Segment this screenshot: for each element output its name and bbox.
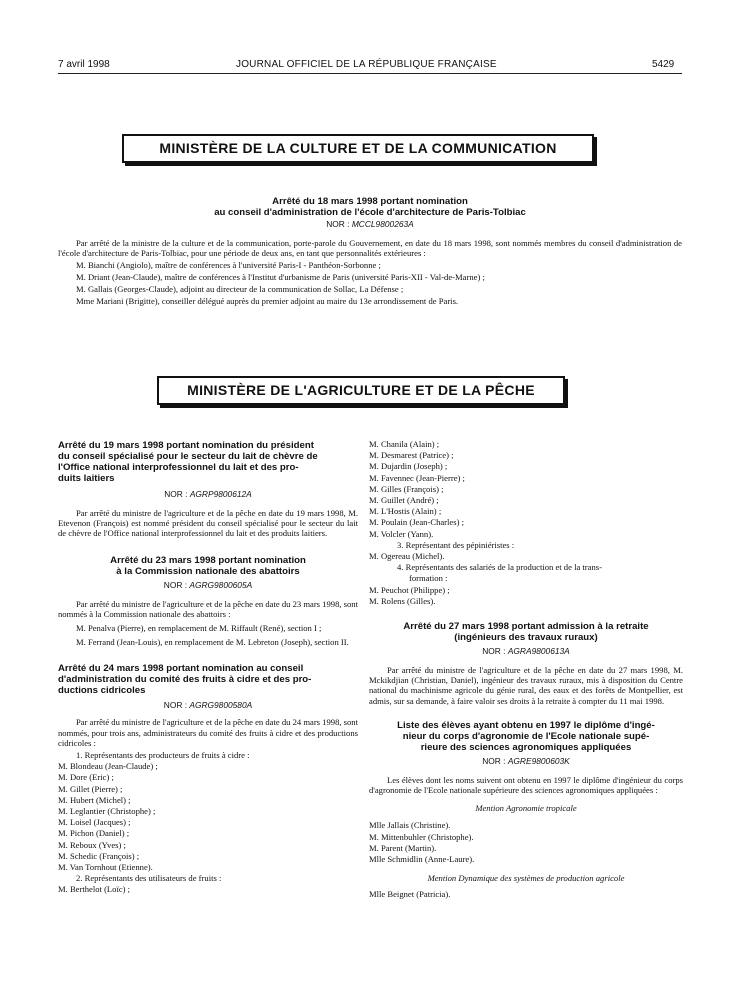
arrete-27-mars-nor: NOR : AGRA9800613A (482, 646, 570, 657)
arrete-23-mars-penalva: M. Penalva (Pierre), en remplacement de M. Riffault (René), section I ; (76, 623, 322, 634)
list-subheading: 2. Représentants des utilisateurs de fruits : (76, 873, 222, 884)
running-header (0, 59, 731, 73)
list-subheading: 4. Représentants des salariés de la production et de la trans- (397, 562, 602, 573)
list-item: M. Pichon (Daniel) ; (58, 828, 130, 839)
list-item: M. Loisel (Jacques) ; (58, 817, 131, 828)
list-item: M. Reboux (Yves) ; (58, 839, 126, 850)
arrete-19-mars-title: Arrêté du 19 mars 1998 portant nomination du président du conseil spécialisé pour le secteur du lait de chèvre de l'Office national interprofessionnel du lait et des pro- duits laitiers (58, 440, 318, 484)
arrete-24-mars-nor: NOR : AGRG9800580A (163, 700, 253, 711)
list-item: M. Peuchot (Philippe) ; (369, 584, 450, 595)
list-subheading-cont: formation : (409, 573, 448, 584)
arrete-23-mars-body: Par arrêté du ministre de l'agriculture et de la pêche en date du 23 mars 1998, sont nommés à la Commission nationale des abattoirs : (58, 598, 358, 619)
liste-eleves-title: Liste des élèves ayant obtenu en 1997 le diplôme d'ingé- nieur du corps d'agronomie de l'Ecole nationale supé- rieure des sciences agronomiques appliquées (397, 719, 655, 753)
ministry-culture-banner (122, 134, 594, 163)
mention-1-list (369, 820, 683, 865)
ministry-agriculture-name: MINISTÈRE DE L'AGRICULTURE ET DE LA PÊCHE (187, 382, 535, 398)
liste-eleves-nor: NOR : AGRE9800603K (482, 755, 570, 766)
arrete-culture-nor: NOR : MCCL9800263A (326, 219, 414, 229)
list-item: M. Hubert (Michel) ; (58, 794, 131, 805)
arrete-24-mars-body: Par arrêté du ministre de l'agriculture et de la pêche en date du 24 mars 1998, sont nommés, pour trois ans, administrateurs du comité des fruits à cidre et des productions cidricoles : (58, 717, 358, 748)
list-item: M. Dujardin (Joseph) ; (369, 461, 448, 472)
header-journal: JOURNAL OFFICIEL DE LA RÉPUBLIQUE FRANÇAISE (236, 59, 497, 70)
list-item: M. Desmarest (Patrice) ; (369, 450, 454, 461)
arrete-23-mars-nor: NOR : AGRG9800605A (163, 579, 253, 590)
arrete-culture (58, 196, 682, 307)
list-item: M. Chanila (Alain) ; (369, 439, 440, 449)
arrete-culture-title: Arrêté du 18 mars 1998 portant nomination au conseil d'administration de l'école d'architecture de Paris-Tolbiac (214, 196, 526, 218)
mention-agronomie-tropicale: Mention Agronomie tropicale (475, 803, 577, 814)
list-item: M. Schedic (François) ; (58, 850, 140, 861)
list-item: M. Rolens (Gilles). (369, 595, 436, 606)
list-item: M. Favennec (Jean-Pierre) ; (369, 472, 465, 483)
left-column (58, 440, 358, 896)
mention-dynamique-systemes: Mention Dynamique des systèmes de production agricole (427, 873, 625, 884)
list-item: M. Van Tornhout (Etienne). (58, 862, 153, 873)
liste-eleves-body: Les élèves dont les noms suivent ont obtenu en 1997 le diplôme d'ingénieur du corps d'agronomie de l'Ecole nationale supérieure des sciences agronomiques appliquées : (369, 774, 683, 796)
list-item: M. Berthelot (Loïc) ; (58, 884, 131, 895)
arrete-24-mars-list (58, 750, 358, 896)
list-item: Mlle Schmidlin (Anne-Laure). (369, 854, 475, 865)
list-item: M. Dore (Eric) ; (58, 772, 114, 783)
list-item: M. Leglantier (Christophe) ; (58, 806, 156, 817)
arrete-27-mars-title: Arrêté du 27 mars 1998 portant admission à la retraite (ingénieurs des travaux ruraux) (403, 621, 649, 644)
list-item: M. Blondeau (Jean-Claude) ; (58, 761, 158, 772)
list-item: M. Gallais (Georges-Claude), adjoint au directeur de la communication de Sollac, La Défense ; (76, 284, 404, 295)
ministry-culture-name: MINISTÈRE DE LA CULTURE ET DE LA COMMUNICATION (159, 140, 557, 156)
list-item: M. Driant (Jean-Claude), maître de conférences à l'Institut d'urbanisme de Paris (université Paris-XII - Val-de-Marne) ; (76, 272, 485, 283)
header-date: 7 avril 1998 (58, 59, 110, 70)
arrete-24-mars-title: Arrêté du 24 mars 1998 portant nomination au conseil d'administration du comité des fruits à cidre et des pro- ductions cidricoles (58, 663, 312, 697)
list-item: M. Gillet (Pierre) ; (58, 783, 123, 794)
arrete-27-mars-body: Par arrêté du ministre de l'agriculture et de la pêche en date du 27 mars 1998, M. Mckikdjian (Christian, Daniel), ingénieur des travaux ruraux, mis à disposition du Centre national du machinisme agricole du génie rural, des eaux et des forêts de Montpellier, est admis, sur sa demande, à faire valoir ses droits à la retraite à compter du 11 mai 1998. (369, 665, 683, 706)
header-page-number: 5429 (652, 59, 675, 70)
ministry-agriculture-banner (157, 376, 565, 405)
list-subheading: 3. Représentant des pépiniéristes : (397, 539, 515, 550)
arrete-23-mars-title: Arrêté du 23 mars 1998 portant nomination à la Commission nationale des abattoirs (110, 554, 306, 577)
arrete-23-mars-ferrand: M. Ferrand (Jean-Louis), en remplacement de M. Lebreton (Joseph), section II. (76, 637, 349, 648)
list-item: M. Poulain (Jean-Charles) ; (369, 517, 464, 528)
arrete-24-mars-list-continued (369, 439, 683, 607)
list-subheading: 1. Représentants des producteurs de fruits à cidre : (76, 750, 250, 761)
list-item: Mlle Jallais (Christine). (369, 820, 451, 831)
list-item: M. Volcler (Yann). (369, 528, 434, 539)
arrete-culture-body: Par arrêté de la ministre de la culture et de la communication, porte-parole du Gouvernement, en date du 18 mars 1998, sont nommés membres du conseil d'administration de l'école d'architecture de Paris-Tolbiac, pour une période de deux ans, en tant que personnalités extérieures : (58, 238, 682, 259)
list-item: M. Mittenbuhler (Christophe). (369, 831, 474, 842)
arrete-19-mars-nor: NOR : AGRP9800612A (164, 489, 252, 499)
header-rule (58, 73, 682, 74)
list-item: M. Bianchi (Angiolo), maître de conférences à l'université Paris-I - Panthéon-Sorbonne ; (76, 260, 381, 271)
arrete-19-mars-body: Par arrêté du ministre de l'agriculture et de la pêche en date du 19 mars 1998, M. Etevenon (François) est nommé président du conseil spécialisé pour le secteur du lait de chèvre de l'Office national interprofessionnel du lait et des produits laitiers. (58, 508, 358, 539)
arrete-culture-members (58, 259, 682, 307)
list-item: Mlle Beignet (Patricia). (369, 889, 451, 900)
list-item: M. Gilles (François) ; (369, 483, 444, 494)
right-column (369, 439, 683, 901)
list-item: M. Guillet (André) ; (369, 495, 439, 506)
mention-2-list (369, 889, 683, 900)
list-item: Mme Mariani (Brigitte), conseiller délégué auprès du premier adjoint au maire du 13e arrondissement de Paris. (76, 296, 459, 307)
list-item: M. Parent (Martin). (369, 842, 437, 853)
list-item: M. L'Hostis (Alain) ; (369, 506, 442, 517)
list-item: M. Ogereau (Michel). (369, 551, 445, 562)
